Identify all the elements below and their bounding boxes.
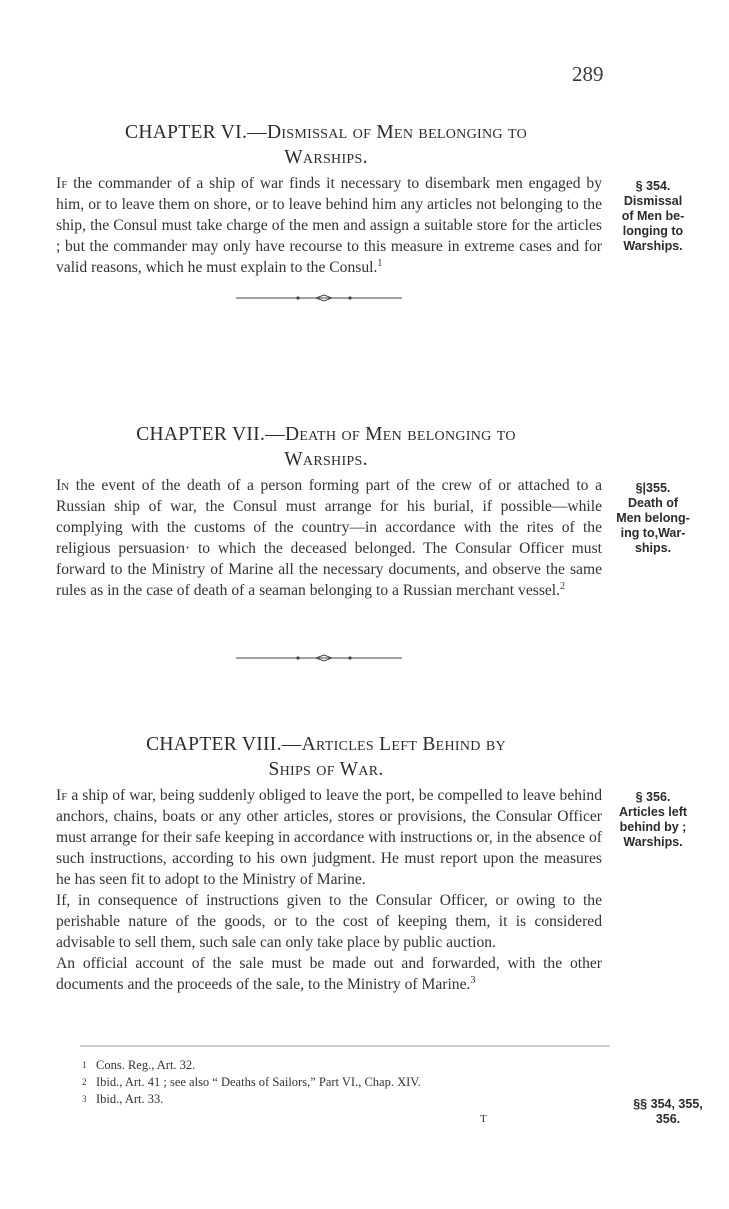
paragraph: An official account of the sale must be made out and forwarded, with the other documents and the proceeds of the sale, to the Ministry of Marine. — [56, 955, 602, 993]
chapter-body — [56, 173, 602, 278]
margin-note-line: Articles left — [618, 805, 688, 819]
margin-note-line: longing to — [622, 224, 684, 238]
lead-word: If — [56, 787, 68, 804]
footnote — [82, 1074, 582, 1091]
margin-note-line: Dismissal — [623, 194, 683, 208]
margin-note-line: Warships. — [623, 835, 683, 849]
footnote-text: Ibid., Art. 41 ; see also “ Deaths of Sailors,” Part VI., Chap. XIV. — [96, 1075, 421, 1089]
margin-note-line: Men belong- — [616, 511, 690, 525]
section-number: § 354. — [635, 179, 671, 193]
margin-note — [608, 481, 698, 556]
chapter-title-line1: Articles Left Behind by — [301, 734, 506, 755]
margin-note-line: ing to,War- — [620, 526, 686, 540]
chapter-number: CHAPTER VIII.— — [146, 734, 302, 755]
footnote-marker: 3 — [470, 974, 476, 986]
chapter-title-line2: Warships. — [284, 449, 368, 470]
section-reference — [618, 1097, 718, 1127]
footnote-number: 3 — [82, 1094, 87, 1104]
footnote-marker: 1 — [377, 257, 383, 269]
section-reference-line: 356. — [655, 1112, 681, 1126]
section-reference-line: §§ 354, 355, — [633, 1097, 703, 1111]
chapter-title — [56, 732, 596, 782]
lead-word: In — [56, 477, 70, 494]
ornamental-divider — [236, 652, 402, 664]
footnote — [82, 1091, 582, 1108]
ornamental-divider — [236, 292, 402, 304]
margin-note — [608, 790, 698, 850]
chapter-body — [56, 785, 602, 995]
chapter-number: CHAPTER VI.— — [125, 122, 267, 143]
footnote — [82, 1057, 582, 1074]
section-number: §|355. — [635, 481, 671, 495]
margin-note-line: ships. — [634, 541, 672, 555]
margin-note-line: of Men be- — [621, 209, 685, 223]
footnote-text: Cons. Reg., Art. 32. — [96, 1058, 196, 1072]
paragraph: a ship of war, being suddenly obliged to leave the port, be compelled to leave behind anchors, chains, boats or any other articles, stores or provisions, the Consular Officer must arrange for their safe keeping in accordance with instructions or, in the absence of such instructions, according to his own judgment. He must report upon the measures he has seen fit to adopt to the Ministry of Marine. — [56, 787, 602, 888]
margin-note-line: Warships. — [623, 239, 683, 253]
chapter-title-line2: Warships. — [284, 147, 368, 168]
chapter-title-line1: Dismissal of Men belonging to — [266, 122, 527, 143]
lead-word: If — [56, 175, 68, 192]
signature-mark: T — [480, 1113, 487, 1125]
chapter-title — [56, 120, 596, 170]
chapter-number: CHAPTER VII.— — [136, 424, 285, 445]
section-number: § 356. — [635, 790, 671, 804]
chapter-title-line2: Ships of War. — [268, 759, 384, 780]
footnote-rule — [80, 1045, 610, 1047]
footnote-marker: 2 — [560, 580, 566, 592]
footnote-number: 2 — [82, 1077, 87, 1087]
footnotes — [82, 1057, 582, 1108]
page-number: 289 — [572, 62, 604, 86]
margin-note — [608, 179, 698, 254]
paragraph: the event of the death of a person forming part of the crew of or attached to a Russian ship of war, the Consul must arrange for his burial, if possible—while complying with the customs of the country—in accordance with the rites of the religious persuasion· to which the deceased belonged. The Consular Officer must forward to the Ministry of Marine all the necessary documents, and observe the same rules as in the case of death of a seaman belonging to a Russian merchant vessel. — [56, 477, 602, 599]
margin-note-line: Death of — [628, 496, 678, 510]
chapter-title — [56, 422, 596, 472]
footnote-number: 1 — [82, 1060, 87, 1070]
paragraph: If, in consequence of instructions given to the Consular Officer, or owing to the perishable nature of the goods, or to the cost of keeping them, it is considered advisable to sell them, such sale can only take place by public auction. — [56, 892, 602, 951]
chapter-title-line1: Death of Men belonging to — [284, 424, 516, 445]
margin-note-line: behind by ; — [619, 820, 687, 834]
chapter-body — [56, 475, 602, 601]
footnote-text: Ibid., Art. 33. — [96, 1092, 164, 1106]
paragraph: the commander of a ship of war finds it necessary to disembark men engaged by him, or to leave them on shore, or to leave behind him any articles not belonging to the ship, the Consul must take charge of the men and assign a suitable store for the articles ; but the commander may only have recourse to this measure in extreme cases and for valid reasons, which he must explain to the Consul. — [56, 175, 602, 276]
